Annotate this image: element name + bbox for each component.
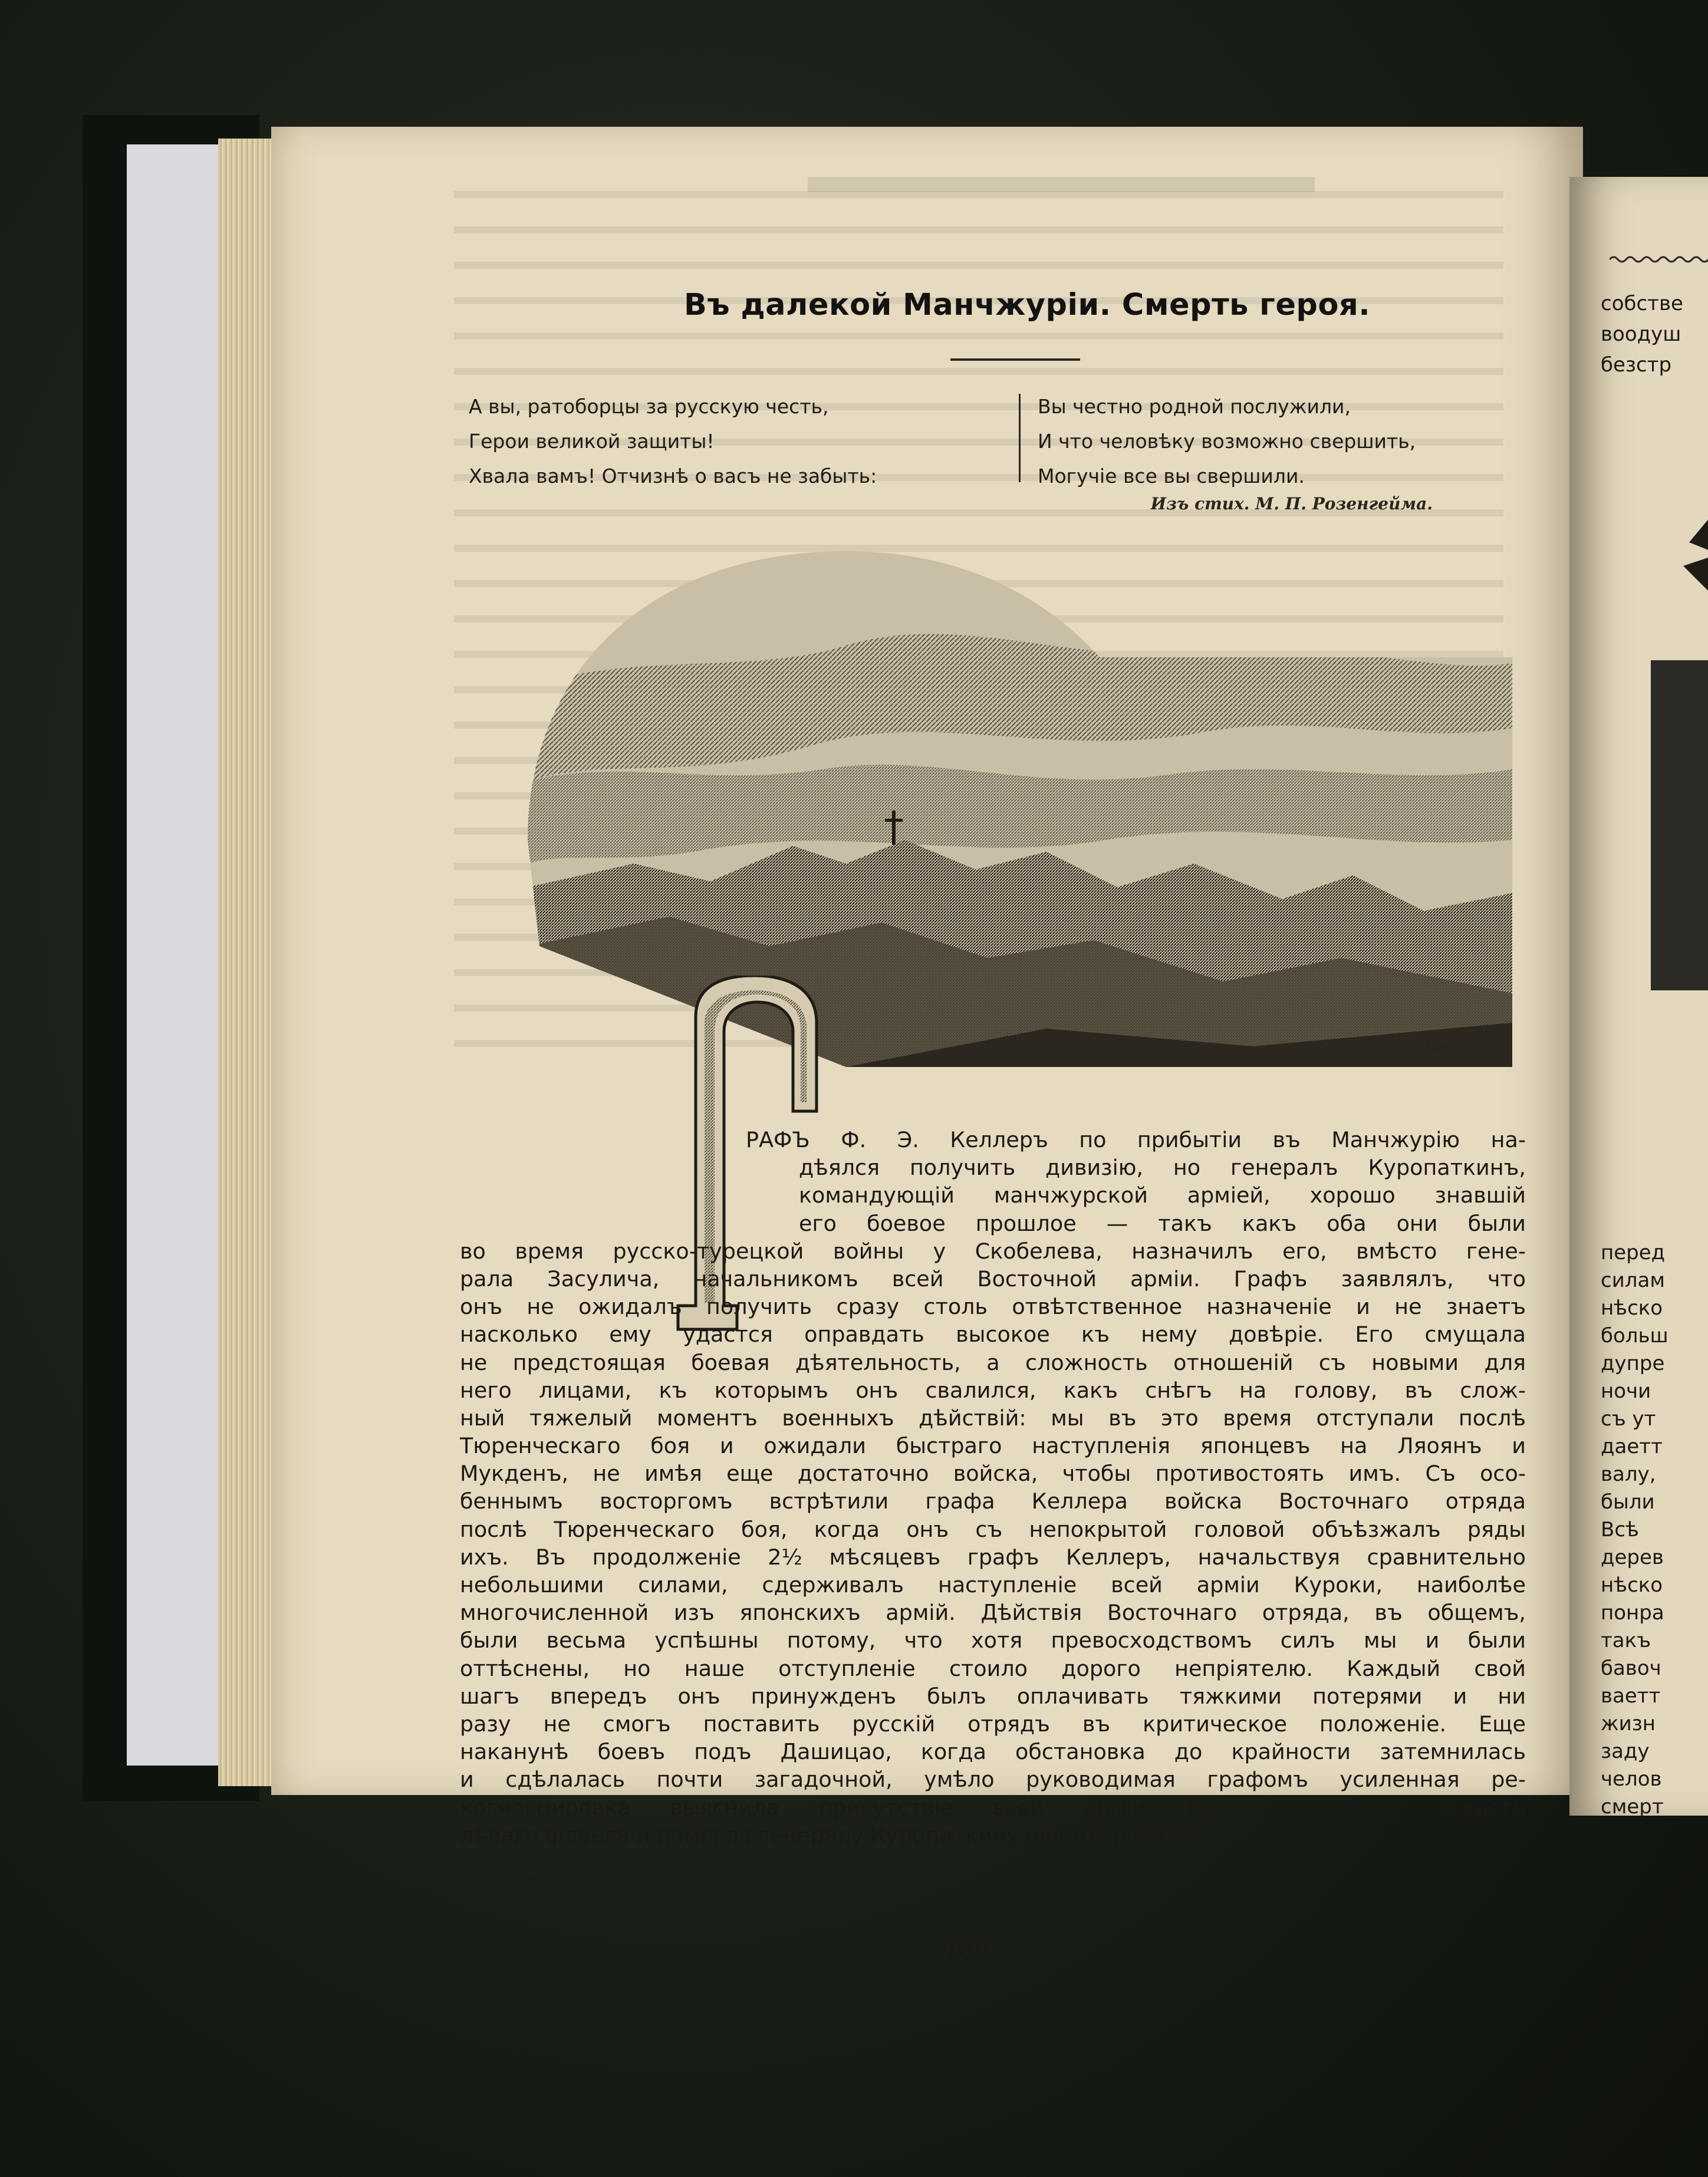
body-line: оттѣснены, но наше отступленіе стоило дорого непріятелю. Каждый свой [460,1655,1526,1681]
right-page-line: жизн [1601,1712,1656,1735]
body-line: РАФЪ Ф. Э. Келлеръ по прибытіи въ Манчжурію на- [746,1127,1526,1152]
right-page-line: Всѣ [1601,1518,1639,1542]
right-page-line: бавоч [1601,1656,1661,1680]
body-line-last: лѣваго фланга и помогла генералу Куропаткину оріентироваться. [460,1822,1222,1848]
body-line: когносцировка выяснила присутствіе всей арміи Куроки противъ нашего [460,1794,1526,1820]
right-page-line: такъ [1601,1629,1651,1652]
right-page-line: даетт [1601,1435,1663,1458]
body-line: его боевое прошлое — такъ какъ оба они были [799,1210,1526,1236]
verse-line: Могучіе все вы свершили. [1038,465,1305,488]
right-page-line: перед [1601,1241,1666,1264]
right-page-line: заду [1601,1740,1650,1763]
page-title: Въ далекой Манчжуріи. Смерть героя. [684,288,1371,322]
verse-divider [1019,394,1021,482]
body-line: наканунѣ боевъ подъ Дашицао, когда обстановка до крайности затемнилась [460,1739,1526,1765]
right-page-line: челов [1601,1767,1662,1791]
body-line: и сдѣлалась почти загадочной, умѣло руководимая графомъ усиленная ре- [460,1767,1526,1793]
body-line: разу не смогъ поставить русскій отрядъ въ критическое положеніе. Еще [460,1711,1526,1737]
title-rule [950,358,1080,361]
verse-left-column [469,389,999,493]
right-page-line: собстве [1601,292,1683,315]
body-line: ный тяжелый моментъ военныхъ дѣйствій: мы въ это время отступали послѣ [460,1405,1526,1431]
body-line: небольшими силами, сдерживалъ наступленіе всей арміи Куроки, наиболѣе [460,1572,1526,1598]
right-page-line: нѣско [1601,1573,1663,1597]
right-page-line: ваетт [1601,1684,1661,1708]
body-line: онъ не ожидалъ получить сразу столь отвѣтственное назначеніе и не знаетъ [460,1294,1526,1320]
body-line: Мукденъ, не имѣя еще достаточно войска, чтобы противостоять имъ. Съ осо- [460,1461,1526,1487]
body-line: дѣялся получить дивизію, но генералъ Куропаткинъ, [799,1155,1526,1181]
right-page [1569,177,1708,1816]
right-page-line: съ ут [1601,1407,1656,1431]
right-page-line: дерев [1601,1546,1664,1569]
right-page-line: ночи [1601,1379,1651,1403]
body-line: командующій манчжурской арміей, хорошо знавшій [799,1183,1526,1208]
right-page-line: понра [1601,1601,1664,1625]
right-page-star-ornament [1677,495,1708,613]
right-page-line: воодуш [1601,322,1681,346]
article-body [460,1126,1526,1849]
mountain-cross-illustration [516,533,1512,1067]
page-number: — 180 — [913,1936,1021,1964]
right-page-line: дупре [1601,1352,1665,1375]
verse-right-column [1038,389,1568,493]
right-page-line: валу, [1601,1463,1656,1486]
verse-line: А вы, ратоборцы за русскую честь, [469,395,829,418]
right-page-line: больш [1601,1324,1668,1348]
body-line: ихъ. Въ продолженіе 2½ мѣсяцевъ графъ Келлеръ, начальствуя сравнительно [460,1544,1526,1570]
verse-attribution: Изъ стих. М. П. Розенгейма. [1150,494,1433,513]
body-line: многочисленной изъ японскихъ армій. Дѣйствія Восточнаго отряда, въ общемъ, [460,1600,1526,1626]
body-line: беннымъ восторгомъ встрѣтили графа Келлера войска Восточнаго отряда [460,1488,1526,1514]
right-page-line: смерт [1601,1795,1664,1819]
body-line: не предстоящая боевая дѣятельность, а сложность отношеній съ новыми для [460,1349,1526,1375]
right-page-ornament [1610,253,1708,265]
illustrator-signature: Берг [1424,1039,1462,1056]
verse-line: Вы честно родной послужили, [1038,395,1351,418]
body-line: него лицами, къ которымъ онъ свалился, какъ снѣгъ на голову, въ слож- [460,1377,1526,1403]
body-line: рала Засулича, начальникомъ всей Восточной арміи. Графъ заявлялъ, что [460,1266,1526,1292]
right-page-line: безстр [1601,353,1672,377]
verse-line: Герои великой защиты! [469,430,715,453]
verse-line: Хвала вамъ! Отчизнѣ о васъ не забыть: [469,465,877,488]
right-page-line: были [1601,1490,1655,1514]
body-line: во время русско-турецкой войны у Скобелева, назначилъ его, вмѣсто гене- [460,1238,1526,1264]
body-line: послѣ Тюренческаго боя, когда онъ съ непокрытой головой объѣзжалъ ряды [460,1516,1526,1542]
right-page-line: нѣско [1601,1296,1663,1320]
right-page-line: силам [1601,1269,1666,1292]
verse-line: И что человѣку возможно свершить, [1038,430,1416,453]
body-line: были весьма успѣшны потому, что хотя превосходствомъ силъ мы и были [460,1628,1526,1654]
body-line: насколько ему удастся оправдать высокое къ нему довѣріе. Его смущала [460,1322,1526,1348]
right-page-illustration [1651,660,1708,990]
body-line: шагъ впередъ онъ принужденъ былъ оплачивать тяжкими потерями и ни [460,1683,1526,1709]
body-line: Тюренческаго боя и ожидали быстраго наступленія японцевъ на Ляоянъ и [460,1433,1526,1459]
